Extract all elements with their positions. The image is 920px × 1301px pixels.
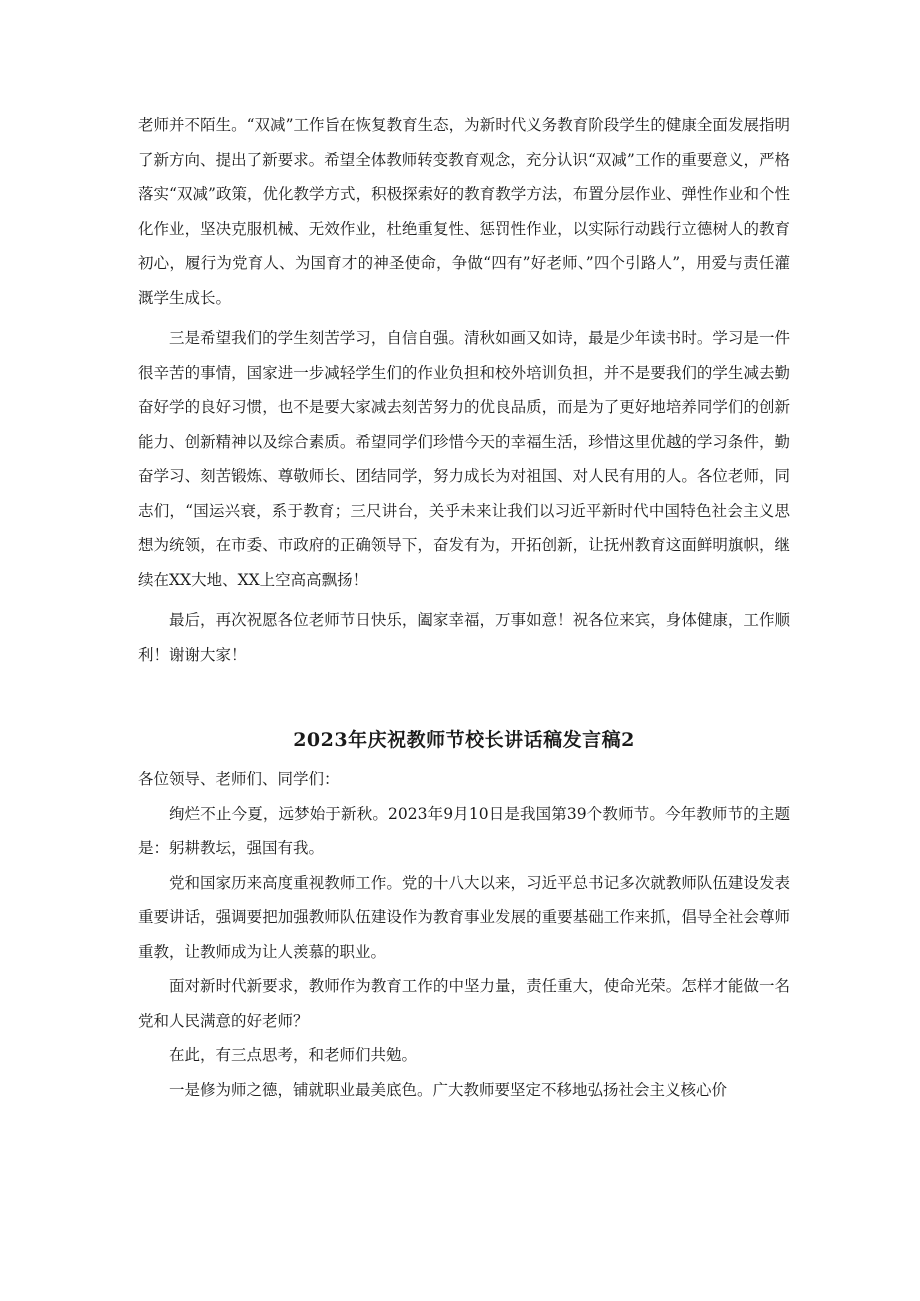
body-paragraph: 绚烂不止今夏，远梦始于新秋。2023年9月10日是我国第39个教师节。今年教师节的主题是：躬耕教坛，强国有我。 — [138, 804, 790, 857]
body-paragraph: 最后，再次祝愿各位老师节日快乐，阖家幸福，万事如意！祝各位来宾，身体健康，工作顺利！谢谢大家！ — [138, 611, 790, 664]
section-title: 2023年庆祝教师节校长讲话稿发言稿2 — [293, 729, 635, 751]
document-page — [138, 108, 790, 1107]
body-paragraph: 面对新时代新要求，教师作为教育工作的中坚力量，责任重大，使命光荣。怎样才能做一名党和人民满意的好老师？ — [138, 977, 790, 1030]
body-paragraph: 老师并不陌生。“双减”工作旨在恢复教育生态，为新时代义务教育阶段学生的健康全面发展指明了新方向、提出了新要求。希望全体教师转变教育观念，充分认识“双减”工作的重要意义，严格落实“双减”政策，优化教学方式，积极探索好的教育教学方法，布置分层作业、弹性作业和个性化作业，坚决克服机械、无效作业，杜绝重复性、惩罚性作业，以实际行动践行立德树人的教育初心，履行为党育人、为国育才的神圣使命，争做“四有”好老师、”四个引路人”，用爱与责任灌溉学生成长。 — [138, 116, 790, 307]
salutation: 各位领导、老师们、同学们： — [138, 770, 340, 788]
body-paragraph: 三是希望我们的学生刻苦学习，自信自强。清秋如画又如诗，最是少年读书时。学习是一件很辛苦的事情，国家进一步减轻学生们的作业负担和校外培训负担，并不是要我们的学生减去勤奋好学的良好习惯，也不是要大家减去刻苦努力的优良品质，而是为了更好地培养同学们的创新能力、创新精神以及综合素质。希望同学们珍惜今天的幸福生活，珍惜这里优越的学习条件，勤奋学习、刻苦锻炼、尊敬师长、团结同学，努力成长为对祖国、对人民有用的人。各位老师，同志们，“国运兴衰，系于教育；三尺讲台，关乎未来让我们以习近平新时代中国特色社会主义思想为统领，在市委、市政府的正确领导下，奋发有为，开拓创新，让抚州教育这面鲜明旗帜，继续在XX大地、XX上空高高飘扬！ — [138, 329, 790, 589]
body-paragraph: 在此，有三点思考，和老师们共勉。 — [169, 1046, 418, 1064]
body-paragraph: 党和国家历来高度重视教师工作。党的十八大以来，习近平总书记多次就教师队伍建设发表重要讲话，强调要把加强教师队伍建设作为教育事业发展的重要基础工作来抓，倡导全社会尊师重教，让教师成为让人羡慕的职业。 — [138, 873, 790, 961]
body-paragraph: 一是修为师之德，铺就职业最美底色。广大教师要坚定不移地弘扬社会主义核心价 — [169, 1080, 728, 1099]
